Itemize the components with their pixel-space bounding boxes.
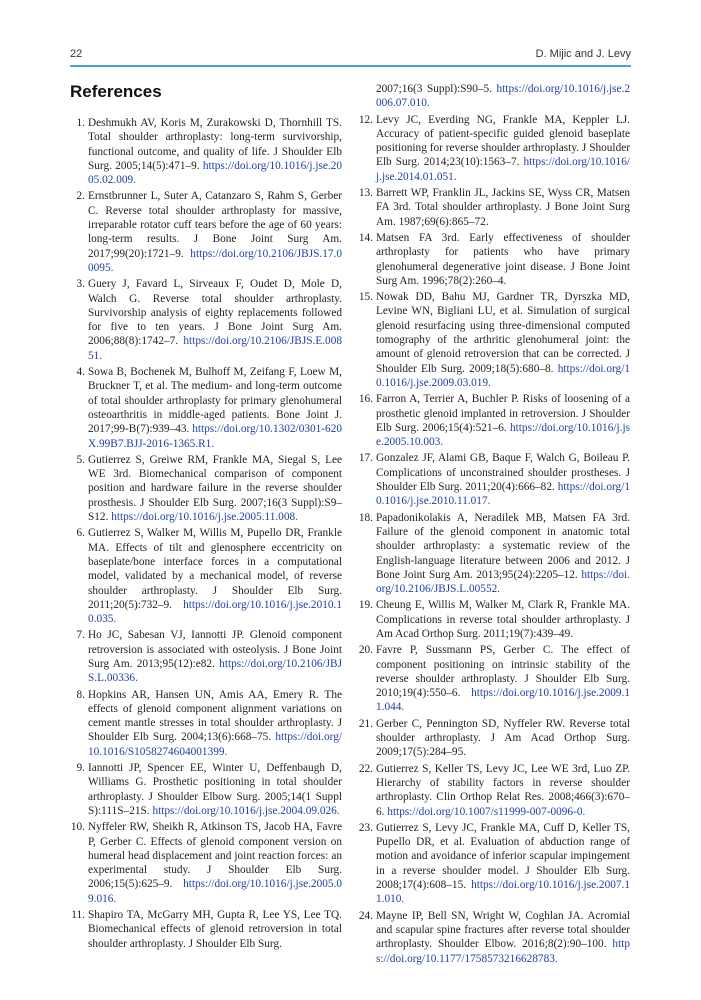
section-title: References — [70, 82, 162, 101]
reference-text: Papadonikolakis A, Neradilek MB, Matsen FA 3rd. Failure of the glenoid component in anatomic total shoulder arthroplasty: a systematic review of the English-language literature between 2006 and 2012. J Bone Joint Surg Am. 2013;95(24):2205–12. — [376, 511, 630, 581]
reference-item — [70, 688, 342, 759]
reference-number: 22. — [358, 762, 373, 775]
reference-item — [70, 365, 342, 451]
reference-number: 20. — [358, 644, 373, 657]
reference-number: 3. — [76, 278, 85, 291]
reference-text: Deshmukh AV, Koris M, Zurakowski D, Thornhill TS. Total shoulder arthroplasty: long-term survivorship, functional outcome, and quality of life. J Shoulder Elb Surg. 2005;14(5):471–9. — [88, 117, 342, 172]
reference-item — [70, 761, 342, 818]
reference-text: Barrett WP, Franklin JL, Jackins SE, Wyss CR, Matsen FA 3rd. Total shoulder arthroplasty. J Bone Joint Surg Am. 1987;69(6):865–72. — [376, 187, 630, 228]
reference-doi-link[interactable]: https://doi.org/10.1016/j.jse.2014.01.051. — [376, 156, 630, 183]
reference-number: 10. — [70, 821, 85, 834]
reference-number: 12. — [358, 113, 373, 126]
reference-doi-link[interactable]: https://doi.org/10.1177/1758573216628783. — [376, 938, 630, 965]
reference-item — [70, 116, 342, 187]
reference-text: Gutierrez S, Levy JC, Frankle MA, Cuff D, Keller TS, Pupello DR, et al. Evaluation of abduction range of motion and avoidance of inferior scapular impingement in a reverse shoulder model. J Shoulder Elb Surg. 2008;17(4):608–15. — [376, 821, 630, 892]
reference-text: Favre P, Sussmann PS, Gerber C. The effect of component positioning on intrinsic stability of the reverse shoulder arthroplasty. J Shoulder Elb Surg. 2010;19(4):550–6. — [376, 644, 630, 700]
reference-number: 1. — [76, 117, 85, 129]
header-rule — [70, 65, 631, 67]
reference-number: 23. — [358, 821, 373, 834]
reference-doi-link[interactable]: https://doi.org/10.1016/j.jse.2006.07.010. — [376, 83, 630, 110]
reference-number: 15. — [358, 291, 373, 304]
reference-doi-link[interactable]: https://doi.org/10.1016/j.jse.2010.10.035. — [88, 598, 342, 626]
reference-number: 4. — [76, 366, 85, 379]
references-column-right — [358, 82, 630, 968]
reference-item — [358, 643, 630, 714]
reference-doi-link[interactable]: https://doi.org/10.2106/JBJS.17.00095. — [88, 247, 342, 274]
reference-number: 19. — [358, 599, 373, 612]
reference-number: 6. — [76, 527, 85, 540]
reference-text: Cheung E, Willis M, Walker M, Clark R, Frankle MA. Complications in reverse total shoulder arthroplasty. J Am Acad Orthop Surg. 2011;19(7):439–49. — [376, 599, 630, 640]
reference-item — [70, 628, 342, 685]
reference-text: Ho JC, Sabesan VJ, Iannotti JP. Glenoid component retroversion is associated with osteolysis. J Bone Joint Surg Am. 2013;95(12):e82. — [88, 629, 342, 670]
reference-text: Mayne IP, Bell SN, Wright W, Coghlan JA. Acromial and scapular spine fractures after reverse total shoulder arthroplasty. Shoulder Elbow. 2016;8(2):90–100. — [376, 909, 630, 951]
reference-text: Gutierrez S, Walker M, Willis M, Pupello DR, Frankle MA. Effects of tilt and glenosphere eccentricity on baseplate/bone interface forces in a computational model, validated by a mechanical model, of reverse shoulder arthroplasty. J Shoulder Elb Surg. 2011;20(5):732–9. — [88, 527, 342, 611]
reference-doi-link[interactable]: https://doi.org/10.1016/j.jse.2005.02.009. — [88, 159, 342, 187]
reference-number: 17. — [358, 452, 373, 465]
reference-item — [70, 908, 342, 951]
reference-text: Nyffeler RW, Sheikh R, Atkinson TS, Jacob HA, Favre P, Gerber C. Effects of glenoid component version on humeral head displacement and joint reaction forces: an experimental study. J Shoulder Elb Surg. 2006;15(5):625–9. — [88, 821, 342, 891]
reference-doi-link[interactable]: https://doi.org/10.1016/j.jse.2005.11.008. — [111, 511, 298, 524]
reference-doi-link[interactable]: https://doi.org/10.2106/JBJS.E.00851. — [88, 335, 342, 362]
reference-item — [358, 821, 630, 907]
reference-number: 2. — [76, 190, 85, 203]
reference-doi-link[interactable]: https://doi.org/10.1016/j.jse.2009.03.019. — [376, 362, 630, 389]
reference-item — [70, 526, 342, 626]
reference-number: 21. — [358, 717, 373, 730]
reference-number: 18. — [358, 511, 373, 524]
reference-item — [358, 909, 630, 966]
reference-item — [358, 113, 630, 184]
reference-text: Hopkins AR, Hansen UN, Amis AA, Emery R. The effects of glenoid component alignment variations on cement mantle stresses in total shoulder arthroplasty. J Shoulder Elb Surg. 2004;13(6):668–75. — [88, 688, 342, 744]
reference-doi-link[interactable]: https://doi.org/10.1016/j.jse.2005.09.016. — [88, 878, 342, 905]
reference-number: 9. — [76, 762, 85, 775]
reference-text: Farron A, Terrier A, Buchler P. Risks of loosening of a prosthetic glenoid implanted in retroversion. J Shoulder Elb Surg. 2006;15(4):521–6. — [376, 393, 630, 434]
reference-item — [358, 762, 630, 819]
reference-number: 11. — [71, 909, 85, 922]
reference-doi-link[interactable]: https://doi.org/10.1016/j.jse.2009.11.044. — [376, 687, 630, 714]
reference-number: 13. — [358, 187, 373, 200]
reference-item — [358, 598, 630, 641]
reference-doi-link[interactable]: https://doi.org/10.1016/j.jse.2010.11.017. — [376, 481, 630, 508]
reference-text: 2007;16(3 Suppl):S90–5. — [376, 83, 497, 95]
reference-text: Iannotti JP, Spencer EE, Winter U, Deffenbaugh D, Williams G. Prosthetic positioning in total shoulder arthroplasty. J Shoulder Elbow Surg. 2005;14(1 Suppl S):111S–21S. — [88, 762, 342, 817]
reference-text: Gerber C, Pennington SD, Nyffeler RW. Reverse total shoulder arthroplasty. J Am Acad Orthop Surg. 2009;17(5):284–95. — [376, 717, 630, 759]
reference-number: 14. — [358, 231, 373, 244]
reference-item — [358, 231, 630, 288]
reference-doi-link[interactable]: https://doi.org/10.1302/0301-620X.99B7.BJJ-2016-1365.R1. — [88, 423, 342, 450]
references-column-left — [70, 116, 342, 953]
reference-text: Matsen FA 3rd. Early effectiveness of shoulder arthroplasty for patients who have primary glenohumeral degenerative joint disease. J Bone Joint Surg Am. 1996;78(2):260–4. — [376, 231, 630, 287]
reference-number: 8. — [76, 688, 85, 701]
reference-doi-link[interactable]: https://doi.org/10.1016/S1058274604001399. — [88, 731, 342, 758]
reference-item — [358, 290, 630, 390]
running-head-authors: D. Mijic and J. Levy — [535, 48, 631, 60]
reference-text: Gutierrez S, Keller TS, Levy JC, Lee WE 3rd, Luo ZP. Hierarchy of stability factors in reverse shoulder arthroplasty. Clin Orthop Relat Res. 2008;466(3):670–6. — [376, 762, 630, 818]
reference-text: Shapiro TA, McGarry MH, Gupta R, Lee YS, Lee TQ. Biomechanical effects of glenoid retroversion in total shoulder arthroplasty. J Shoulder Elb Surg. — [88, 909, 342, 950]
reference-doi-link[interactable]: https://doi.org/10.1007/s11999-007-0096-0. — [387, 805, 586, 818]
reference-text: Gonzalez JF, Alami GB, Baque F, Walch G, Boileau P. Complications of unconstrained shoulder prostheses. J Shoulder Elb Surg. 2011;20(4):666–82. — [376, 452, 630, 494]
reference-number: 5. — [76, 453, 85, 466]
reference-doi-link[interactable]: https://doi.org/10.2106/JBJS.L.00552. — [376, 568, 630, 596]
reference-doi-link[interactable]: https://doi.org/10.2106/JBJS.L.00336. — [88, 657, 342, 685]
reference-item — [358, 717, 630, 760]
reference-doi-link[interactable]: https://doi.org/10.1016/j.jse.2005.10.003. — [376, 421, 630, 449]
reference-item — [70, 820, 342, 906]
reference-number: 7. — [76, 629, 85, 642]
reference-item — [70, 189, 342, 275]
reference-text: Sowa B, Bochenek M, Bulhoff M, Zeifang F, Loew M, Bruckner T, et al. The medium- and long-term outcome of total shoulder arthroplasty for primary glenohumeral osteoarthritis in middle-aged patients. Bone Joint J. 2017;99-B(7):939–43. — [88, 366, 342, 436]
reference-doi-link[interactable]: https://doi.org/10.1016/j.jse.2007.11.010. — [376, 879, 630, 906]
page-number: 22 — [70, 48, 83, 60]
reference-item — [358, 451, 630, 508]
reference-item — [70, 453, 342, 524]
reference-item — [358, 392, 630, 449]
reference-text: Nowak DD, Bahu MJ, Gardner TR, Dyrszka MD, Levine WN, Bigliani LU, et al. Simulation of surgical glenoid resurfacing using three-dimensional computed tomography of the arthritic glenohumeral joint: the amount of glenoid retroversion that can be corrected. J Shoulder Elb Surg. 2009;18(5):680–8. — [376, 291, 630, 375]
reference-item — [70, 277, 342, 363]
reference-number: 24. — [358, 909, 373, 922]
reference-number: 16. — [358, 393, 373, 406]
reference-text: Guery J, Favard L, Sirveaux F, Oudet D, Mole D, Walch G. Reverse total shoulder arthroplasty. Survivorship analysis of eighty replacements followed for five to ten years. J Bone Joint Surg Am. 2006;88(8):1742–7. — [88, 278, 342, 348]
reference-doi-link[interactable]: https://doi.org/10.1016/j.jse.2004.09.026. — [152, 804, 340, 817]
reference-item — [358, 186, 630, 229]
reference-item — [358, 511, 630, 597]
reference-text: Ernstbrunner L, Suter A, Catanzaro S, Rahm S, Gerber C. Reverse total shoulder arthroplasty for massive, irreparable rotator cuff tears before the age of 60 years: long-term results. J Bone Joint Surg Am. 2017;99(20):1721–9. — [88, 190, 342, 260]
reference-text: Gutierrez S, Greiwe RM, Frankle MA, Siegal S, Lee WE 3rd. Biomechanical comparison of component position and hardware failure in the reverse shoulder prosthesis. J Shoulder Elb Surg. 2007;16(3 Suppl):S9–S12. — [88, 453, 342, 524]
reference-continuation — [358, 82, 630, 111]
reference-text: Levy JC, Everding NG, Frankle MA, Keppler LJ. Accuracy of patient-specific guided glenoid baseplate positioning for reverse shoulder arthroplasty. J Shoulder Elb Surg. 2014;23(10):1563–7. — [376, 113, 630, 169]
